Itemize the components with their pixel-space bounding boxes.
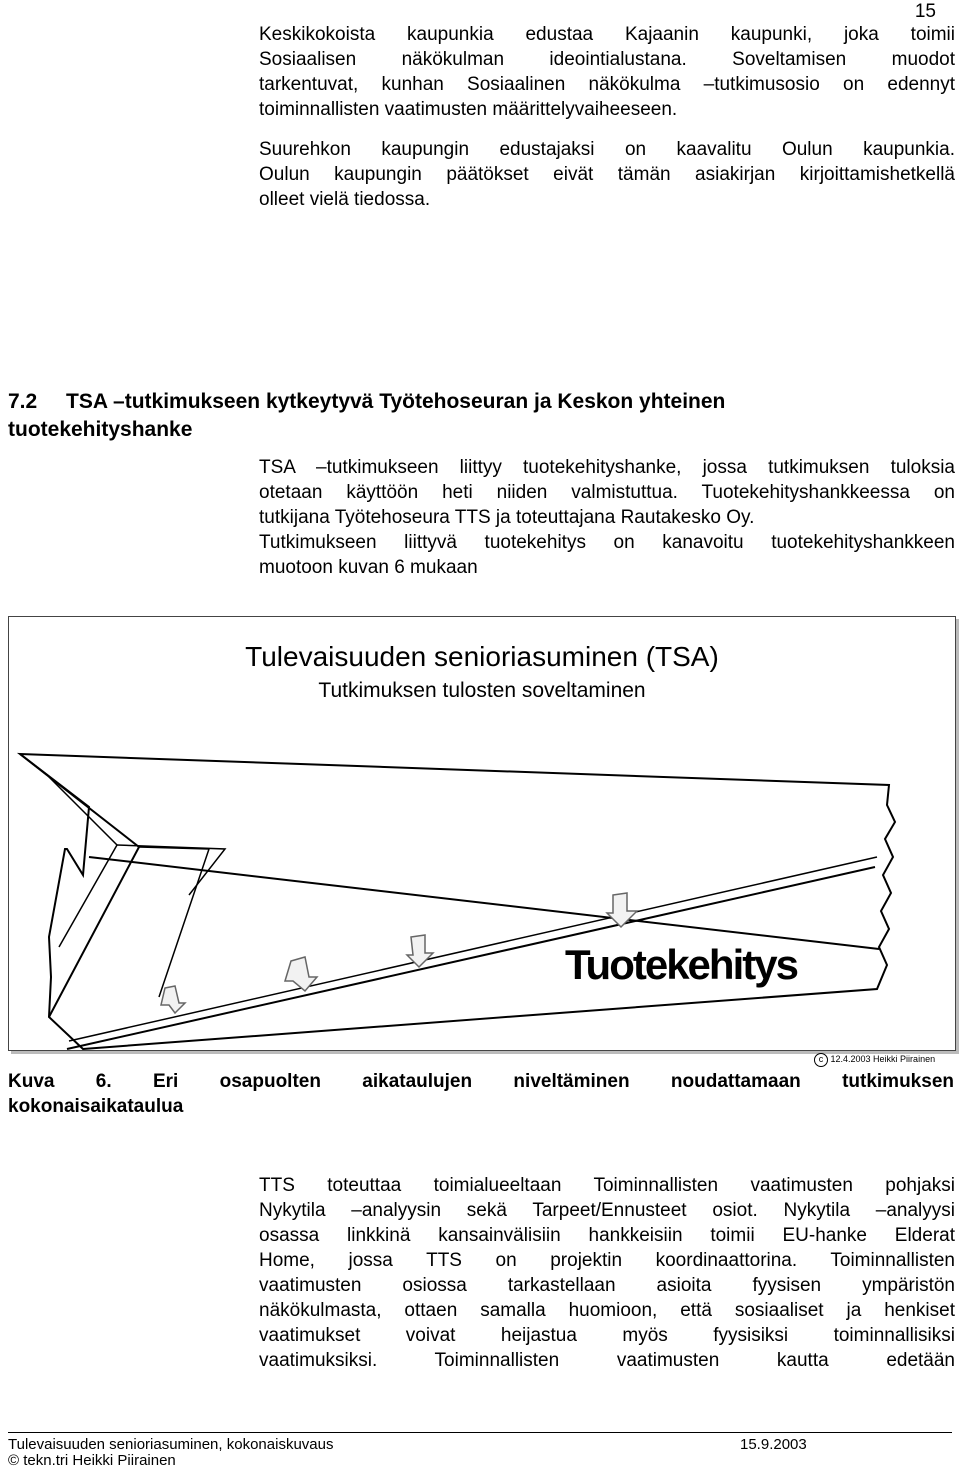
figure-subtitle: Tutkimuksen tulosten soveltaminen xyxy=(318,679,646,702)
diagram-frame-shape xyxy=(20,754,895,1049)
text-line: Nykytila –analyysin sekä Tarpeet/Ennusteet osiot. Nykytila –analyysi xyxy=(259,1200,955,1221)
section-title-line1: TSA –tutkimukseen kytkeytyvä Työtehoseuran ja Keskon yhteinen xyxy=(66,390,726,413)
figure-label-tuotekehitys: Tuotekehitys xyxy=(565,941,797,988)
section-heading xyxy=(8,388,908,444)
text-line: vaatimukset voivat heijastua myös fyysisiksi toiminnallisiksi xyxy=(259,1325,955,1346)
footer-date: 15.9.2003 xyxy=(740,1436,807,1453)
text-line: Keskikokoista kaupunkia edustaa Kajaanin kaupunki, joka toimii xyxy=(259,24,955,45)
text-line: Suurehkon kaupungin edustajaksi on kaavalitu Oulun kaupunkia. xyxy=(259,139,955,160)
footer-rule xyxy=(8,1432,952,1433)
text-line: Sosiaalisen näkökulman ideointialustana. Soveltamisen muodot xyxy=(259,49,955,70)
section-title-line2: tuotekehityshanke xyxy=(8,418,193,441)
text-line: vaatimusten osiossa tarkastellaan asioita fyysisen ympäristön xyxy=(259,1275,955,1296)
caption-line2: kokonaisaikataulua xyxy=(8,1096,184,1117)
text-line: näkökulmasta, ottaen samalla huomioon, että sosiaaliset ja henkiset xyxy=(259,1300,955,1321)
figure-copyright-text: 12.4.2003 Heikki Piirainen xyxy=(830,1054,936,1064)
text-line: olleet vielä tiedossa. xyxy=(259,189,431,210)
text-line: toiminnallisten vaatimusten määrittelyvaiheeseen. xyxy=(259,99,678,120)
text-line: TSA –tutkimukseen liittyy tuotekehityshanke, jossa tutkimuksen tuloksia xyxy=(259,457,955,478)
text-line: Home, jossa TTS on projektin koordinaattorina. Toiminnallisten xyxy=(259,1250,955,1271)
text-line: vaatimuksiksi. Toiminnallisten vaatimusten kautta edetään xyxy=(259,1350,955,1371)
figure-copyright xyxy=(814,1053,935,1067)
text-line: Oulun kaupungin päätökset eivät tämän asiakirjan kirjoittamishetkellä xyxy=(259,164,955,185)
caption-line1: Kuva 6. Eri osapuolten aikataulujen niveltäminen noudattamaan tutkimuksen xyxy=(8,1071,954,1092)
figure-6 xyxy=(8,616,956,1051)
text-line: tarkentuvat, kunhan Sosiaalinen näkökulma –tutkimusosio on edennyt xyxy=(259,74,955,95)
text-line: osassa linkkinä kansainvälisiin hankkeisiin toimii EU-hanke Elderat xyxy=(259,1225,955,1246)
section-number: 7.2 xyxy=(8,390,38,413)
copyright-icon: c xyxy=(814,1053,828,1067)
timeline-diagram xyxy=(9,617,955,1050)
text-line: tutkijana Työtehoseura TTS ja toteuttajana Rautakesko Oy. xyxy=(259,507,755,528)
body-paragraph-2 xyxy=(259,1173,955,1373)
figure-caption xyxy=(8,1069,954,1119)
footer-author: © tekn.tri Heikki Piirainen xyxy=(8,1452,176,1469)
text-line: muotoon kuvan 6 mukaan xyxy=(259,557,478,578)
text-line: otetaan käyttöön heti niiden valmistuttua. Tuotekehityshankkeessa on xyxy=(259,482,955,503)
figure-title: Tulevaisuuden senioriasuminen (TSA) xyxy=(245,641,719,672)
page-number: 15 xyxy=(914,1,936,22)
text-line: TTS toteuttaa toimialueeltaan Toiminnallisten vaatimusten pohjaksi xyxy=(259,1175,955,1196)
section-body xyxy=(259,455,955,580)
intro-paragraph-2 xyxy=(259,137,955,212)
intro-paragraph-1 xyxy=(259,22,955,122)
footer-doc-title: Tulevaisuuden senioriasuminen, kokonaiskuvaus xyxy=(8,1436,334,1453)
text-line: Tutkimukseen liittyvä tuotekehitys on kanavoitu tuotekehityshankkeen xyxy=(259,532,955,553)
